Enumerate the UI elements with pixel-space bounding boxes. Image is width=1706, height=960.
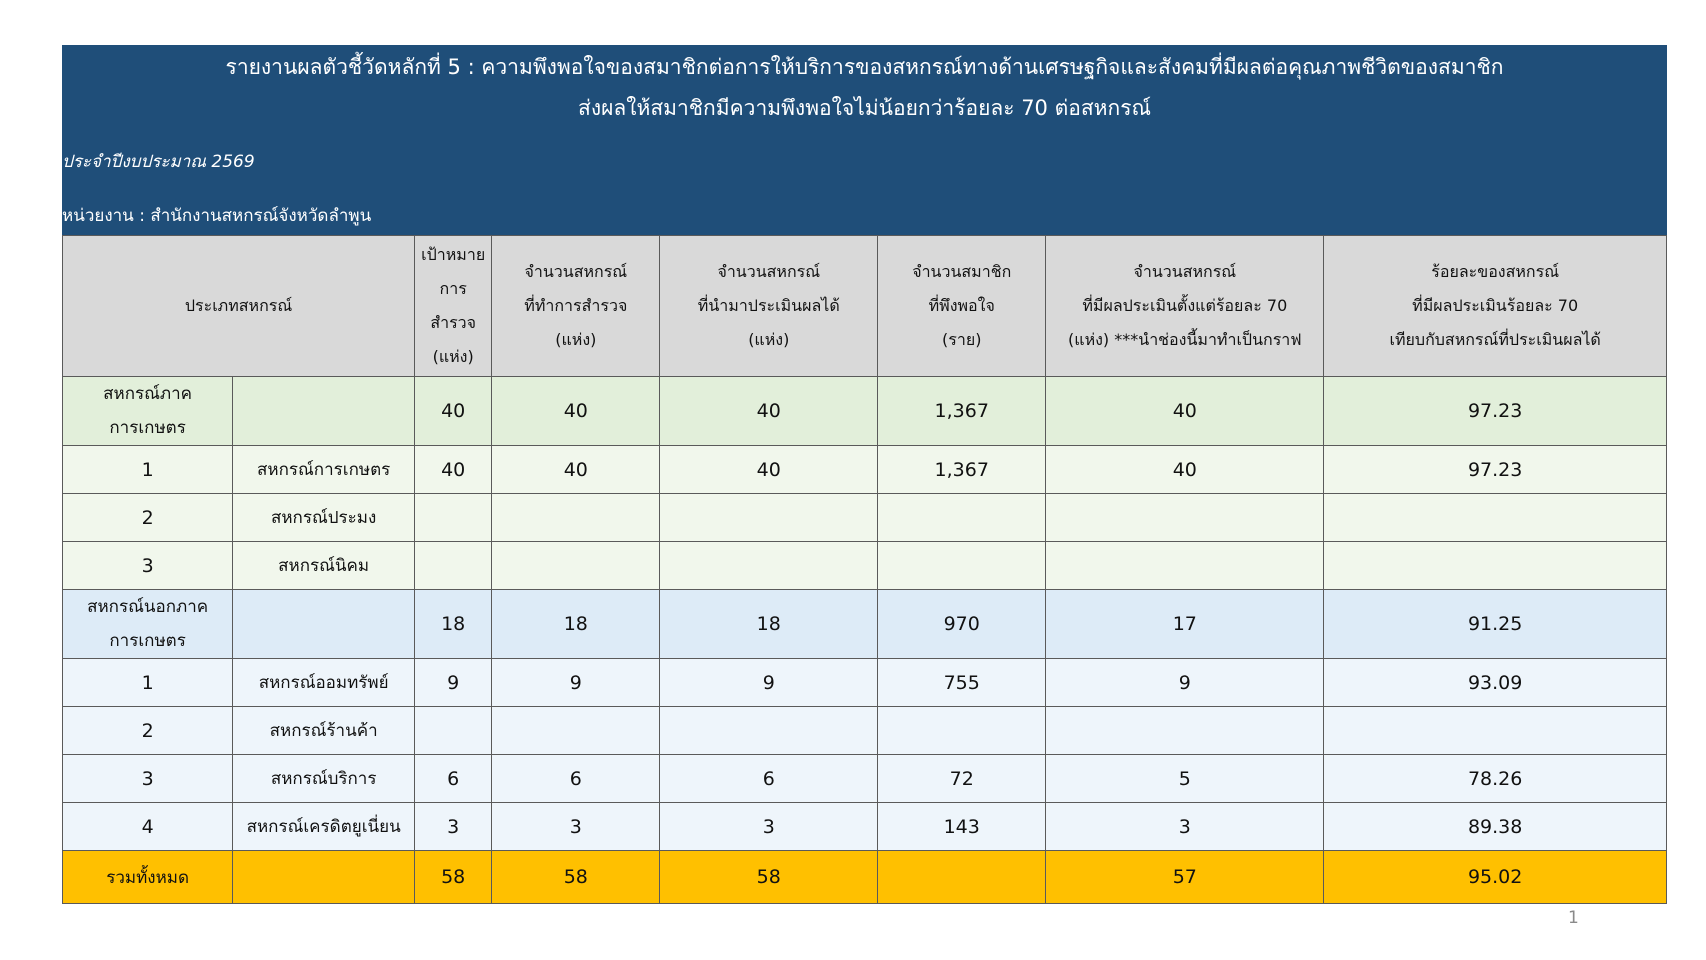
- header-percent-line: เทียบกับสหกรณ์ที่ประเมินผลได้: [1389, 330, 1601, 349]
- cell-target: 9: [415, 659, 492, 707]
- cell-members: 755: [878, 659, 1046, 707]
- group-label: สหกรณ์ภาค การเกษตร: [63, 377, 233, 446]
- cell-members: [878, 494, 1046, 542]
- header-members-line: (ราย): [942, 330, 982, 349]
- cell-surveyed: 9: [492, 659, 660, 707]
- cell-name: สหกรณ์เครดิตยูเนี่ยน: [233, 803, 415, 851]
- cell-evaluated: 40: [660, 377, 878, 446]
- cell-members: 970: [878, 590, 1046, 659]
- cell-no: 2: [63, 494, 233, 542]
- cell-evaluated: 3: [660, 803, 878, 851]
- cell-members: 1,367: [878, 377, 1046, 446]
- cell-percent: 78.26: [1324, 755, 1667, 803]
- cell-over70: [1046, 707, 1324, 755]
- group-label: สหกรณ์นอกภาค การเกษตร: [63, 590, 233, 659]
- cell-name: สหกรณ์บริการ: [233, 755, 415, 803]
- header-surveyed: [492, 236, 660, 377]
- cell-percent: [1324, 542, 1667, 590]
- cell-name: สหกรณ์ร้านค้า: [233, 707, 415, 755]
- header-evaluated-line: จำนวนสหกรณ์: [717, 262, 821, 281]
- page-number: 1: [1568, 908, 1579, 928]
- cell-members: [878, 542, 1046, 590]
- cell-name: [233, 377, 415, 446]
- cell-members: 1,367: [878, 446, 1046, 494]
- cell-percent: 97.23: [1324, 377, 1667, 446]
- table-row: [63, 494, 1667, 542]
- header-evaluated-line: ที่นำมาประเมินผลได้: [697, 296, 840, 315]
- header-over70-line: (แห่ง) ***นำช่องนี้มาทำเป็นกราฟ: [1068, 330, 1302, 349]
- fiscal-year: ประจำปีงบประมาณ 2569: [62, 152, 255, 172]
- cell-evaluated: 6: [660, 755, 878, 803]
- cell-surveyed: 6: [492, 755, 660, 803]
- cell-target: 40: [415, 446, 492, 494]
- cell-over70: 5: [1046, 755, 1324, 803]
- cell-percent: 93.09: [1324, 659, 1667, 707]
- cell-target: 3: [415, 803, 492, 851]
- cell-percent: 89.38: [1324, 803, 1667, 851]
- cell-percent: 91.25: [1324, 590, 1667, 659]
- cell-target: 58: [415, 851, 492, 904]
- header-over70-line: จำนวนสหกรณ์: [1133, 262, 1237, 281]
- report-sheet: [62, 45, 1667, 904]
- cell-members: [878, 707, 1046, 755]
- cell-name: สหกรณ์การเกษตร: [233, 446, 415, 494]
- header-evaluated: [660, 236, 878, 377]
- report-banner: [62, 45, 1667, 235]
- header-members-line: จำนวนสมาชิก: [912, 262, 1012, 281]
- cell-name: สหกรณ์นิคม: [233, 542, 415, 590]
- cell-percent: 97.23: [1324, 446, 1667, 494]
- cell-name: [233, 851, 415, 904]
- cell-over70: 57: [1046, 851, 1324, 904]
- cell-members: 72: [878, 755, 1046, 803]
- header-members: [878, 236, 1046, 377]
- header-coop-type: ประเภทสหกรณ์: [63, 236, 415, 377]
- group-row-non-agricultural: [63, 590, 1667, 659]
- header-target-line: การ: [439, 279, 467, 298]
- cell-over70: 3: [1046, 803, 1324, 851]
- cell-name: สหกรณ์ประมง: [233, 494, 415, 542]
- cell-evaluated: 9: [660, 659, 878, 707]
- cell-surveyed: 18: [492, 590, 660, 659]
- cell-no: 1: [63, 446, 233, 494]
- cell-members: [878, 851, 1046, 904]
- cell-target: [415, 707, 492, 755]
- header-target-line: เป้าหมาย: [421, 245, 486, 264]
- cell-no: 3: [63, 542, 233, 590]
- header-members-line: ที่พึงพอใจ: [928, 296, 995, 315]
- header-percent-line: ที่มีผลประเมินร้อยละ 70: [1412, 296, 1579, 315]
- cell-over70: [1046, 494, 1324, 542]
- header-percent: [1324, 236, 1667, 377]
- agency-name: หน่วยงาน : สำนักงานสหกรณ์จังหวัดลำพูน: [62, 206, 372, 226]
- cell-no: 2: [63, 707, 233, 755]
- table-header-row: [63, 236, 1667, 377]
- cell-over70: 9: [1046, 659, 1324, 707]
- cell-evaluated: 18: [660, 590, 878, 659]
- cell-over70: 40: [1046, 446, 1324, 494]
- header-target-line: สำรวจ: [430, 313, 477, 332]
- cell-no: 4: [63, 803, 233, 851]
- table-row: [63, 542, 1667, 590]
- cell-no: 3: [63, 755, 233, 803]
- cell-percent: [1324, 494, 1667, 542]
- cell-evaluated: 40: [660, 446, 878, 494]
- header-over70: [1046, 236, 1324, 377]
- cell-no: 1: [63, 659, 233, 707]
- header-target-line: (แห่ง): [432, 347, 474, 366]
- cell-target: 6: [415, 755, 492, 803]
- cell-evaluated: [660, 542, 878, 590]
- cell-percent: [1324, 707, 1667, 755]
- table-row: [63, 755, 1667, 803]
- cell-surveyed: 40: [492, 377, 660, 446]
- cell-surveyed: [492, 542, 660, 590]
- cell-evaluated: [660, 707, 878, 755]
- total-row: [63, 851, 1667, 904]
- header-surveyed-line: จำนวนสหกรณ์: [524, 262, 628, 281]
- table-row: [63, 659, 1667, 707]
- cell-target: [415, 542, 492, 590]
- cell-target: 40: [415, 377, 492, 446]
- cell-surveyed: 40: [492, 446, 660, 494]
- table-row: [63, 803, 1667, 851]
- report-title-line2: ส่งผลให้สมาชิกมีความพึงพอใจไม่น้อยกว่าร้อยละ 70 ต่อสหกรณ์: [578, 96, 1151, 120]
- header-over70-line: ที่มีผลประเมินตั้งแต่ร้อยละ 70: [1082, 296, 1288, 315]
- report-title-line1: รายงานผลตัวชี้วัดหลักที่ 5 : ความพึงพอใจของสมาชิกต่อการให้บริการของสหกรณ์ทางด้านเศรษฐกิจและสังคมที่มีผลต่อคุณภาพชีวิตของสมาชิก: [225, 55, 1504, 79]
- cell-target: 18: [415, 590, 492, 659]
- table-row: [63, 446, 1667, 494]
- header-percent-line: ร้อยละของสหกรณ์: [1431, 262, 1560, 281]
- header-surveyed-line: ที่ทำการสำรวจ: [524, 296, 628, 315]
- total-label: รวมทั้งหมด: [63, 851, 233, 904]
- cell-members: 143: [878, 803, 1046, 851]
- cell-evaluated: [660, 494, 878, 542]
- cell-surveyed: 3: [492, 803, 660, 851]
- header-evaluated-line: (แห่ง): [748, 330, 790, 349]
- cell-target: [415, 494, 492, 542]
- cell-name: สหกรณ์ออมทรัพย์: [233, 659, 415, 707]
- cell-surveyed: [492, 707, 660, 755]
- cell-evaluated: 58: [660, 851, 878, 904]
- cell-percent: 95.02: [1324, 851, 1667, 904]
- cell-over70: [1046, 542, 1324, 590]
- header-surveyed-line: (แห่ง): [555, 330, 597, 349]
- results-table: [62, 235, 1667, 904]
- header-target: [415, 236, 492, 377]
- cell-surveyed: 58: [492, 851, 660, 904]
- table-row: [63, 707, 1667, 755]
- cell-over70: 40: [1046, 377, 1324, 446]
- cell-surveyed: [492, 494, 660, 542]
- cell-over70: 17: [1046, 590, 1324, 659]
- group-row-agricultural: [63, 377, 1667, 446]
- cell-name: [233, 590, 415, 659]
